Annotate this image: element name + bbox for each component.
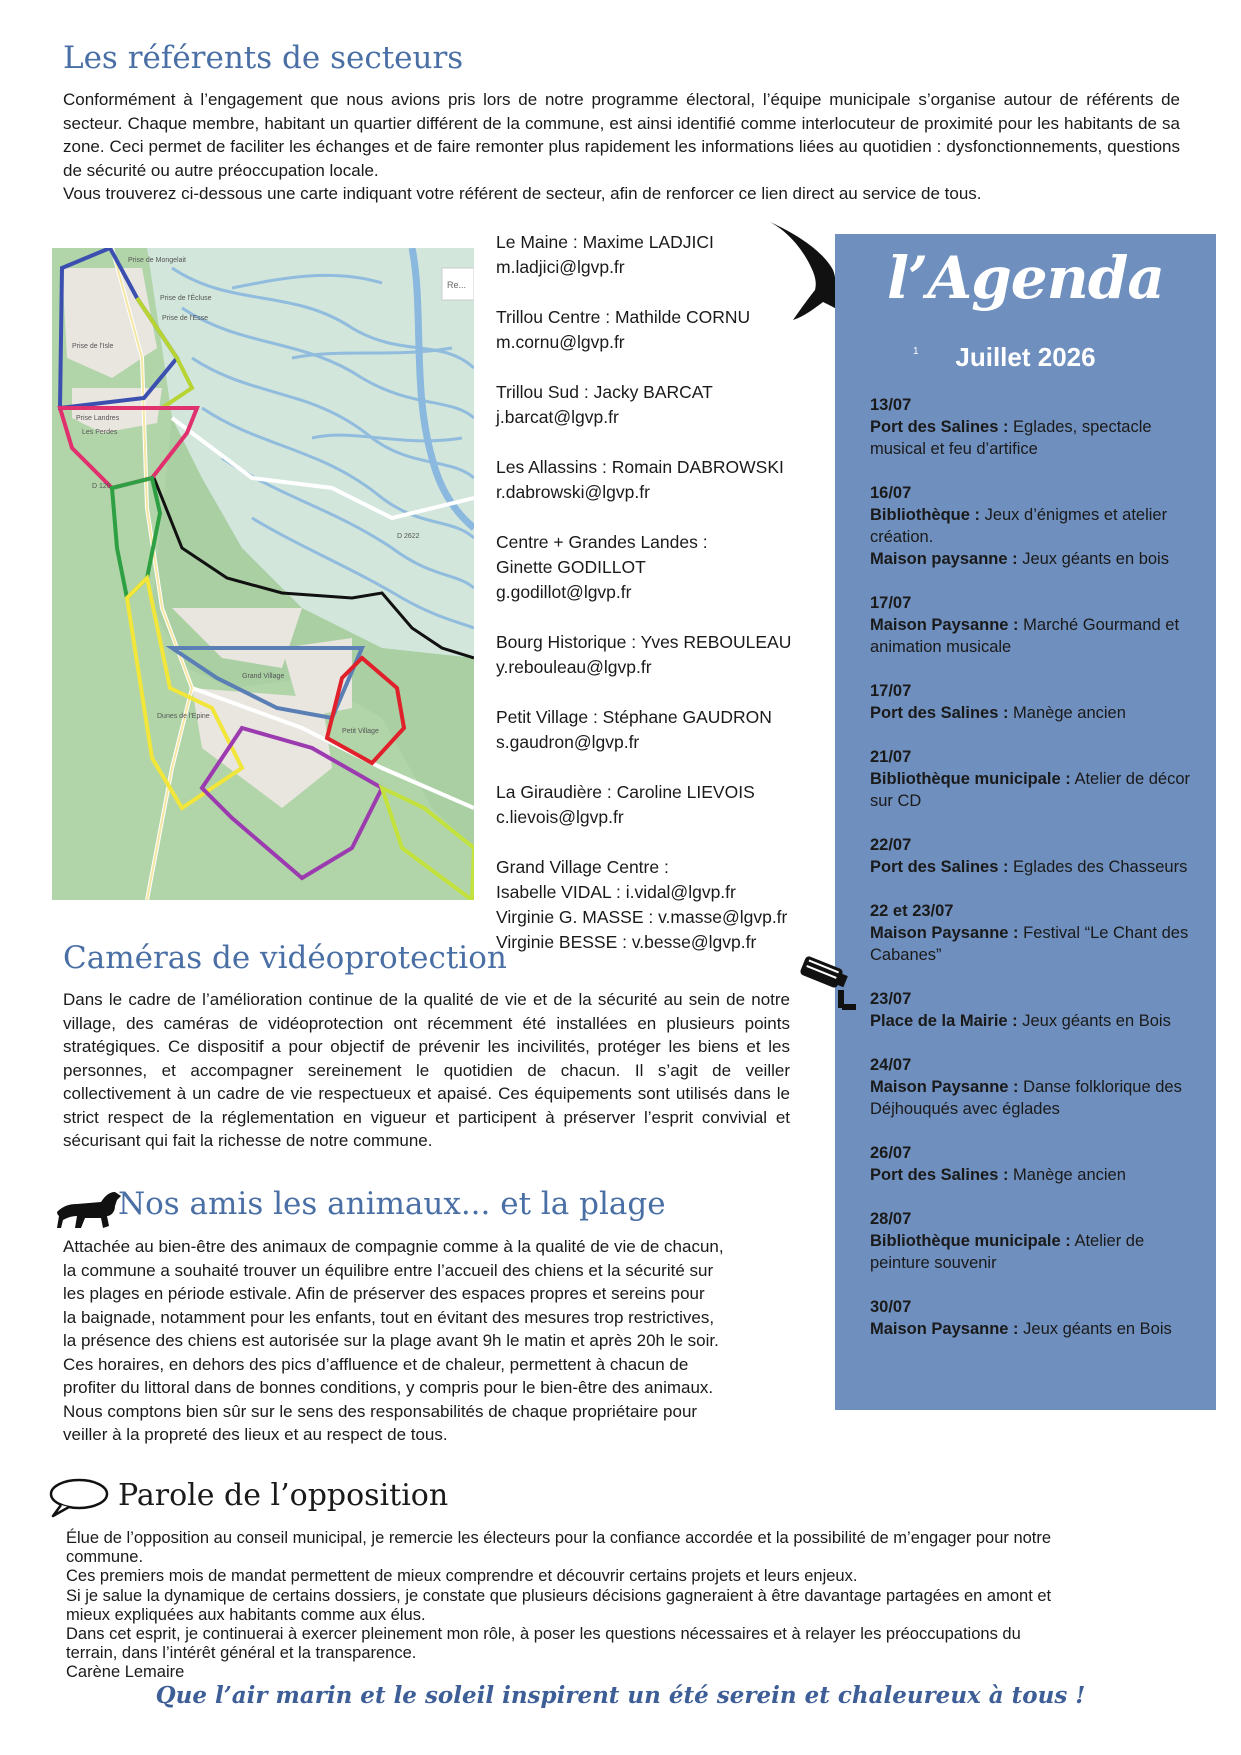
event-date: 17/07 — [870, 682, 912, 700]
map-label: D 2622 — [397, 533, 420, 540]
referent-email[interactable]: y.rebouleau@lgvp.fr — [496, 657, 652, 677]
animals-text — [63, 1235, 803, 1447]
map-label: Petit Village — [342, 728, 379, 735]
referent-line: Petit Village : Stéphane GAUDRON — [496, 707, 772, 727]
event-desc: Marché Gourmand et animation musicale — [870, 616, 1180, 656]
animals-line: Attachée au bien-être des animaux de compagnie comme à la qualité de vie de chacun, — [63, 1237, 724, 1256]
opposition-line: Élue de l’opposition au conseil municipal, je remercie les électeurs pour la confiance accordée et la possibilité de m’engager pour notre — [66, 1529, 1052, 1547]
opposition-line: commune. — [66, 1548, 144, 1567]
closing-slogan: Que l’air marin et le soleil inspirent un été serein et chaleureux à tous ! — [155, 1682, 1086, 1709]
event-place: Port des Salines : — [870, 418, 1009, 436]
animals-title: Nos amis les animaux... et la plage — [118, 1186, 666, 1222]
event-desc: Atelier de décor sur CD — [870, 770, 1191, 810]
dog-icon — [55, 1184, 125, 1232]
cameras-title: Caméras de vidéoprotection — [63, 940, 507, 976]
referent-entry — [496, 855, 826, 955]
event-place: Bibliothèque municipale : — [870, 770, 1071, 788]
event-place: Port des Salines : — [870, 1166, 1009, 1184]
event-line — [870, 504, 1200, 548]
sector-map-drawing — [52, 248, 474, 900]
opposition-title: Parole de l’opposition — [118, 1478, 449, 1513]
opposition-signature: Carène Lemaire — [66, 1663, 185, 1682]
opposition-line: mieux expliquées aux habitants comme aux élus. — [66, 1605, 426, 1624]
opposition-text — [66, 1529, 1206, 1683]
referents-intro — [63, 88, 1180, 206]
referent-entry — [496, 780, 826, 830]
referent-entry — [496, 530, 826, 605]
referents-title: Les référents de secteurs — [63, 40, 464, 76]
event-line — [870, 702, 1200, 724]
event-line — [870, 1230, 1200, 1274]
animals-line: Ces horaires, en dehors des pics d’affluence et de chaleur, permettent à chacun de — [63, 1354, 689, 1374]
event-place: Port des Salines : — [870, 704, 1009, 722]
referent-line: Virginie G. MASSE : v.masse@lgvp.fr — [496, 907, 788, 927]
referent-line: Ginette GODILLOT — [496, 557, 646, 577]
referent-line: Virginie BESSE : v.besse@lgvp.fr — [496, 932, 757, 952]
referent-line: Les Allassins : Romain DABROWSKI — [496, 457, 784, 477]
event-desc: Jeux géants en bois — [1017, 550, 1169, 568]
event-date: 13/07 — [870, 396, 912, 414]
event-desc: Jeux géants en Bois — [1018, 1320, 1172, 1338]
referent-line: Trillou Centre : Mathilde CORNU — [496, 307, 751, 327]
map-label: Prise de l'Esse — [162, 315, 209, 322]
referent-line: Bourg Historique : Yves REBOULEAU — [496, 632, 792, 652]
agenda-event — [870, 394, 1200, 460]
agenda-month: Juillet 2026 — [955, 342, 1096, 372]
event-desc: Manège ancien — [1008, 1166, 1126, 1184]
map-button-label: Re... — [447, 280, 467, 290]
event-date: 21/07 — [870, 748, 912, 766]
map-label: Prise Landres — [76, 415, 120, 422]
referent-line: Centre + Grandes Landes : — [496, 532, 708, 552]
event-line — [870, 614, 1200, 658]
event-date: 16/07 — [870, 484, 912, 502]
map-label: Prise de l'Écluse — [160, 295, 212, 302]
referents-intro-paragraph: Conformément à l’engagement que nous avions pris lors de notre programme électoral, l’équipe municipale s’organise autour de référents de secteur. Chaque membre, habitant un quartier différent de la commune, est ainsi identifié comme interlocuteur de proximité pour les habitants de sa zone. Ceci permet de faciliter les échanges et de faire remonter plus rapidement les informations liées au quotidien : dysfonctionnements, questions de sécurité ou autre préoccupation locale. — [63, 90, 1180, 180]
agenda-title: l’Agenda — [887, 244, 1164, 312]
referent-email[interactable]: r.dabrowski@lgvp.fr — [496, 482, 650, 502]
event-desc: Eglades, spectacle musical et feu d’artifice — [870, 418, 1152, 458]
referent-entry — [496, 455, 826, 505]
referent-line: La Giraudière : Caroline LIEVOIS — [496, 782, 755, 802]
map-label: D 126 — [92, 483, 111, 490]
cameras-text: Dans le cadre de l’amélioration continue de la qualité de vie et de la sécurité au sein de notre village, des caméras de vidéoprotection ont récemment été installées en plusieurs points stratégiques. Ce dispositif a pour objectif de prévenir les incivilités, protéger les biens et les personnes, et accompagner sereinement le quotidien de chacun. Il s’agit de veiller collectivement à un cadre de vie respectueux et apaisé. Ces équipements sont utilisés dans le strict respect de la réglementation en vigueur et participent à préserver l’esprit convivial et sécurisant qui fait la richesse de notre commune. — [63, 990, 790, 1150]
referent-line: Trillou Sud : Jacky BARCAT — [496, 382, 713, 402]
agenda-event — [870, 1208, 1200, 1274]
event-place: Maison Paysanne : — [870, 1320, 1019, 1338]
event-line — [870, 768, 1200, 812]
agenda-event — [870, 1054, 1200, 1120]
referent-email[interactable]: m.ladjici@lgvp.fr — [496, 257, 625, 277]
event-date: 24/07 — [870, 1056, 912, 1074]
event-desc: Jeux d’énigmes et atelier création. — [870, 506, 1168, 546]
event-place: Place de la Mairie : — [870, 1012, 1018, 1030]
event-place: Maison Paysanne : — [870, 924, 1019, 942]
event-date: 26/07 — [870, 1144, 912, 1162]
event-place: Maison Paysanne : — [870, 616, 1019, 634]
event-line — [870, 1076, 1200, 1120]
referent-entry — [496, 630, 826, 680]
opposition-line: terrain, dans l’intérêt général et la transparence. — [66, 1644, 417, 1663]
opposition-line: Dans cet esprit, je continuerai à exercer pleinement mon rôle, à poser les questions nécessaires et à relayer les préoccupations du — [66, 1625, 1021, 1644]
animals-line: la présence des chiens est autorisée sur la plage avant 9h le matin et après 20h le soir. — [63, 1331, 719, 1350]
event-desc: Manège ancien — [1008, 704, 1126, 722]
event-line — [870, 548, 1200, 570]
agenda-event — [870, 482, 1200, 570]
referent-email[interactable]: c.lievois@lgvp.fr — [496, 807, 624, 827]
referent-line: Le Maine : Maxime LADJICI — [496, 232, 714, 252]
agenda-event — [870, 746, 1200, 812]
referent-email[interactable]: g.godillot@lgvp.fr — [496, 582, 632, 602]
speech-bubble-icon — [43, 1476, 111, 1520]
event-date: 22/07 — [870, 836, 912, 854]
event-place: Bibliothèque municipale : — [870, 1232, 1071, 1250]
agenda-event — [870, 680, 1200, 724]
event-date: 28/07 — [870, 1210, 912, 1228]
referent-email[interactable]: m.cornu@lgvp.fr — [496, 332, 625, 352]
agenda-event — [870, 834, 1200, 878]
camera-icon — [790, 952, 860, 1012]
event-desc: Jeux géants en Bois — [1017, 1012, 1171, 1030]
animals-line: la commune a souhaité trouver un équilibre entre l’accueil des chiens et la sécurité sur — [63, 1260, 714, 1280]
referent-line: Isabelle VIDAL : i.vidal@lgvp.fr — [496, 882, 736, 902]
event-date: 30/07 — [870, 1298, 912, 1316]
map-label: Prise de l'Isle — [72, 343, 114, 350]
map-label: Les Perdes — [82, 429, 118, 436]
event-desc: Eglades des Chasseurs — [1008, 858, 1188, 876]
event-line — [870, 856, 1200, 878]
referent-email[interactable]: j.barcat@lgvp.fr — [496, 407, 619, 427]
agenda-event — [870, 900, 1200, 966]
referent-line: Grand Village Centre : — [496, 857, 669, 877]
agenda-event — [870, 592, 1200, 658]
animals-line: veiller à la propreté des lieux et au respect de tous. — [63, 1425, 448, 1444]
event-desc: Danse folklorique des Déjhouqués avec églades — [870, 1078, 1182, 1118]
animals-line: la baignade, notamment pour les enfants, tout en évitant des mesures trop restrictives, — [63, 1307, 715, 1327]
referent-email[interactable]: s.gaudron@lgvp.fr — [496, 732, 640, 752]
event-place: Bibliothèque : — [870, 506, 980, 524]
agenda-event — [870, 1296, 1200, 1340]
event-place: Maison Paysanne : — [870, 1078, 1019, 1096]
map-label: Dunes de l'Epine — [157, 713, 210, 720]
event-place: Port des Salines : — [870, 858, 1009, 876]
animals-line: Nous comptons bien sûr sur le sens des responsabilités de chaque propriétaire pour — [63, 1401, 698, 1421]
animals-line: les plages en période estivale. Afin de préserver des espaces propres et sereins pour — [63, 1284, 705, 1303]
agenda-event — [870, 988, 1200, 1032]
agenda-month-mark: 1 — [913, 346, 919, 357]
opposition-line: Ces premiers mois de mandat permettent de mieux comprendre et découvrir certains projets et leurs enjeux. — [66, 1567, 858, 1586]
event-line — [870, 416, 1200, 460]
animals-line: profiter du littoral dans de bonnes conditions, y compris pour le bien-être des animaux. — [63, 1378, 714, 1397]
sector-map — [52, 248, 474, 900]
event-line — [870, 1318, 1200, 1340]
event-date: 23/07 — [870, 990, 912, 1008]
agenda-panel — [835, 234, 1216, 1410]
referent-entry — [496, 705, 826, 755]
opposition-line: Si je salue la dynamique de certains dossiers, je constate que plusieurs décisions gagneraient à être davantage partagées en amont et — [66, 1586, 1052, 1605]
map-label: Prise de Mongelait — [128, 257, 186, 264]
event-place: Maison paysanne : — [870, 550, 1018, 568]
referents-intro-paragraph: Vous trouverez ci-dessous une carte indiquant votre référent de secteur, afin de renforcer ce lien direct au service de tous. — [63, 184, 982, 203]
event-line — [870, 922, 1200, 966]
event-date: 17/07 — [870, 594, 912, 612]
event-desc: Festival “Le Chant des Cabanes” — [870, 924, 1189, 964]
event-desc: Atelier de peinture souvenir — [870, 1232, 1145, 1272]
agenda-list — [870, 394, 1200, 1362]
referent-entry — [496, 380, 826, 430]
event-line — [870, 1010, 1200, 1032]
event-line — [870, 1164, 1200, 1186]
agenda-event — [870, 1142, 1200, 1186]
event-date: 22 et 23/07 — [870, 902, 954, 920]
map-label: Grand Village — [242, 673, 285, 680]
